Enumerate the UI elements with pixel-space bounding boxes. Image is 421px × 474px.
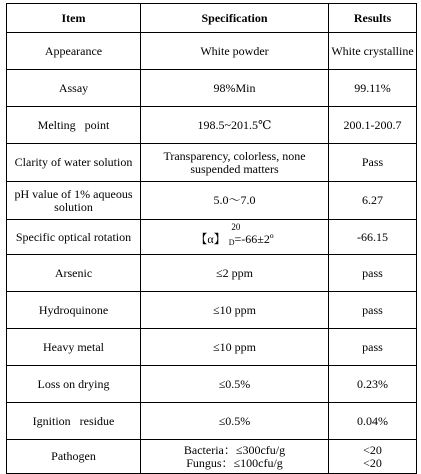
result-cell (329, 440, 417, 474)
table-row-assay (7, 70, 417, 107)
item-cell: pH value of 1% aqueous solution (7, 182, 141, 220)
specification-cell (141, 220, 329, 255)
item-cell: Assay (7, 70, 141, 107)
item-cell: Specific optical rotation (7, 220, 141, 255)
header-results: Results (329, 4, 417, 33)
table-row-optical-rotation (7, 220, 417, 255)
specification-cell (141, 440, 329, 474)
result-cell: 0.23% (329, 366, 417, 403)
table-row-clarity (7, 144, 417, 182)
fungus-limit: Fungus：≤100cfu/g (186, 455, 283, 470)
table-row-pathogen (7, 440, 417, 474)
specification-cell: ≤10 ppm (141, 292, 329, 329)
optical-rotation-formula (195, 222, 274, 249)
specification-cell: 198.5~201.5℃ (141, 107, 329, 144)
item-cell: Arsenic (7, 255, 141, 292)
header-item: Item (7, 4, 141, 33)
table-row-arsenic (7, 255, 417, 292)
result-cell: -66.15 (329, 220, 417, 255)
item-cell: Ignition residue (7, 403, 141, 440)
table-row-ignition-residue (7, 403, 417, 440)
item-cell: Loss on drying (7, 366, 141, 403)
table-row-ph-value (7, 182, 417, 220)
item-cell: Appearance (7, 33, 141, 70)
rotation-value: =-66±2º (234, 232, 274, 246)
item-cell: Melting point (7, 107, 141, 144)
table-row-loss-on-drying (7, 366, 417, 403)
result-cell: 200.1-200.7 (329, 107, 417, 144)
result-cell: 0.04% (329, 403, 417, 440)
specification-cell: 98%Min (141, 70, 329, 107)
result-cell: White crystalline (329, 33, 417, 70)
specification-cell: ≤0.5% (141, 403, 329, 440)
item-cell: Pathogen (7, 440, 141, 474)
item-cell: Hydroquinone (7, 292, 141, 329)
header-specification: Specification (141, 4, 329, 33)
result-cell: Pass (329, 144, 417, 182)
item-cell: Heavy metal (7, 329, 141, 366)
bacteria-limit: Bacteria：≤300cfu/g (183, 442, 286, 457)
result-cell: 99.11% (329, 70, 417, 107)
table-row-appearance (7, 33, 417, 70)
result-cell: pass (329, 292, 417, 329)
specification-cell: ≤2 ppm (141, 255, 329, 292)
fungus-result: <20 (363, 455, 382, 470)
specification-cell: ≤10 ppm (141, 329, 329, 366)
result-cell: pass (329, 329, 417, 366)
table-row-heavy-metal (7, 329, 417, 366)
result-cell: 6.27 (329, 182, 417, 220)
bacteria-result: <20 (363, 442, 382, 457)
specification-cell: Transparency, colorless, none suspended matters (141, 144, 329, 182)
header-row (7, 4, 417, 33)
d-subscript: D (228, 238, 235, 247)
item-cell: Clarity of water solution (7, 144, 141, 182)
specification-cell: 5.0～7.0 (141, 182, 329, 220)
specification-cell: ≤0.5% (141, 366, 329, 403)
specification-table (6, 3, 417, 474)
result-cell: pass (329, 255, 417, 292)
table-row-hydroquinone (7, 292, 417, 329)
temperature-superscript: 20 (231, 222, 241, 232)
table-row-melting-point (7, 107, 417, 144)
specification-cell: White powder (141, 33, 329, 70)
alpha-bracket: 【α】 (195, 232, 226, 246)
